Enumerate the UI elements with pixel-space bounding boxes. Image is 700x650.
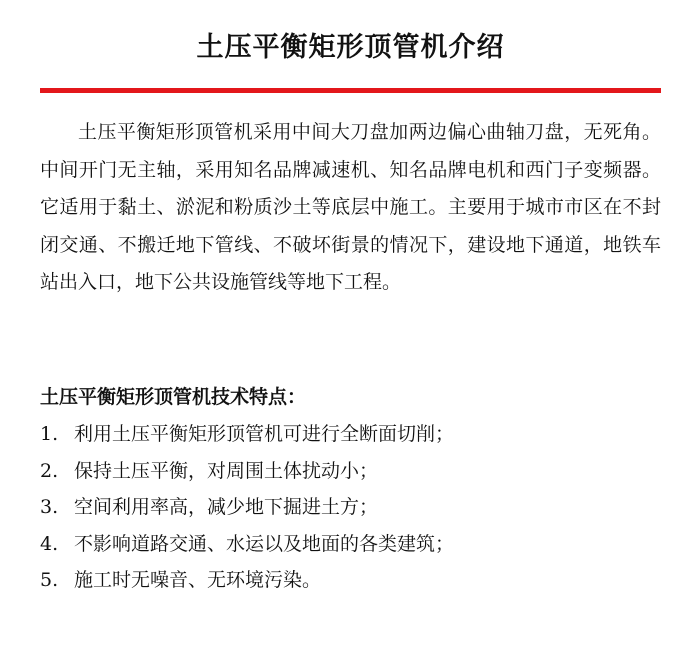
intro-paragraph: 土压平衡矩形顶管机采用中间大刀盘加两边偏心曲轴刀盘，无死角。中间开门无主轴，采用知名品牌减速机、知名品牌电机和西门子变频器。它适用于黏土、淤泥和粉质沙土等底层中施工。主要用于城市市区在不封闭交通、不搬迁地下管线、不破坏街景的情况下，建设地下通道，地铁车站出入口，地下公共设施管线等地下工程。 bbox=[40, 121, 661, 293]
feature-text: 施工时无噪音、无环境污染。 bbox=[74, 569, 322, 591]
feature-number: 4. bbox=[40, 532, 59, 555]
feature-item bbox=[40, 489, 661, 526]
title-divider bbox=[40, 88, 661, 93]
feature-number: 3. bbox=[40, 496, 59, 518]
feature-text: 利用土压平衡矩形顶管机可进行全断面切削； bbox=[74, 423, 455, 445]
feature-item bbox=[40, 416, 661, 453]
feature-number: 1. bbox=[40, 423, 59, 445]
feature-text: 空间利用率高，减少地下掘进土方； bbox=[74, 496, 379, 518]
feature-number: 5. bbox=[40, 569, 59, 591]
feature-item bbox=[40, 453, 661, 490]
feature-number: 2. bbox=[40, 459, 59, 482]
feature-item bbox=[40, 526, 661, 563]
features-heading: 土压平衡矩形顶管机技术特点： bbox=[40, 386, 307, 408]
features-list bbox=[40, 416, 661, 599]
feature-item bbox=[40, 562, 661, 599]
page-title: 土压平衡矩形顶管机介绍 bbox=[196, 32, 505, 63]
feature-text: 保持土压平衡，对周围土体扰动小； bbox=[74, 459, 379, 482]
feature-text: 不影响道路交通、水运以及地面的各类建筑； bbox=[74, 532, 455, 555]
